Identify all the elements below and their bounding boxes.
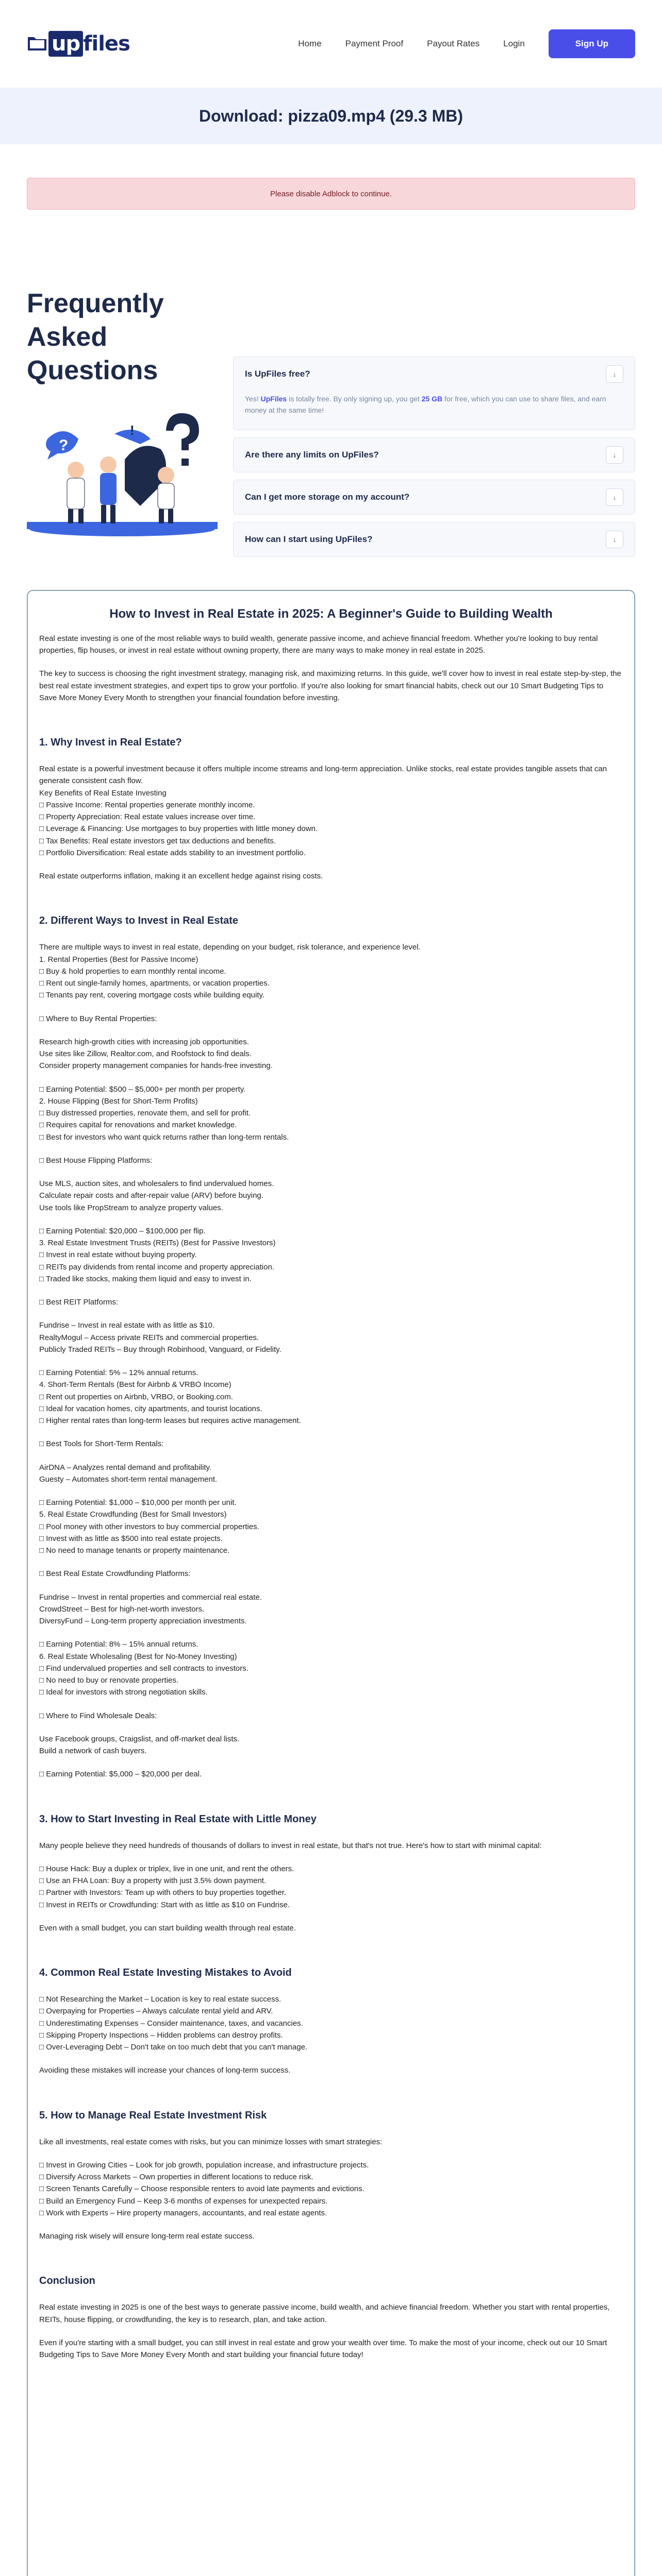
section-heading: 4. Common Real Estate Investing Mistakes to Avoid	[39, 1967, 292, 1979]
conclusion-text: Even if you're starting with a small budget, you can still invest in real estate and grow your wealth over time. To make the most of your income, check out our 10 Smart Budgeting Tips to Save More Money Every Month and start building your financial future today!	[39, 2338, 607, 2360]
text-line: There are multiple ways to invest in real estate, depending on your budget, risk tolerance, and experience level.	[39, 943, 421, 952]
text-line: □ Invest in REITs or Crowdfunding: Start with as little as $10 on Fundrise.	[39, 1900, 290, 1909]
text-line: □ Leverage & Financing: Use mortgages to buy properties with little money down.	[39, 824, 318, 834]
text-line: □ Earning Potential: $20,000 – $100,000 per flip.	[39, 1226, 206, 1235]
faq-item[interactable]	[233, 357, 635, 430]
section-body	[39, 1863, 623, 1911]
text-line: Guesty – Automates short-term rental management.	[39, 1475, 218, 1484]
text-line: □ Best Tools for Short-Term Rentals:	[39, 1439, 164, 1449]
text-line: Fundrise – Invest in real estate with as little as $10.	[39, 1321, 215, 1330]
text-line: □ Traded like stocks, making them liquid and easy to invest in.	[39, 1274, 252, 1283]
text-line: □ Invest in Growing Cities – Look for job growth, population increase, and infrastructure projects.	[39, 2160, 369, 2170]
text-line: □ Tenants pay rent, covering mortgage costs while building equity.	[39, 991, 265, 1000]
text-line: □ Underestimating Expenses – Consider maintenance, taxes, and vacancies.	[39, 2019, 303, 2028]
conclusion-text: Real estate investing in 2025 is one of the best ways to generate passive income, build wealth, and achieve financial freedom. Whether you start with rental properties, REITs, house flipping, or crowdfunding, the key is to research, plan, and take action.	[39, 2303, 610, 2324]
section-intro: Many people believe they need hundreds of thousands of dollars to invest in real estate, but that's not true. Here's how to start with minimal capital:	[39, 1841, 542, 1850]
article-intro: Real estate investing is one of the most reliable ways to build wealth, generate passive income, and achieve financial freedom. Whether you're looking to buy rental properties, flip houses, or invest in real estate without owning property, there are many ways to make money in real estate in 2025.	[39, 634, 598, 655]
faq-title: Frequently Asked Questions	[27, 289, 164, 385]
text-line: Use MLS, auction sites, and wholesalers to find undervalued homes.	[39, 1179, 274, 1189]
text-line: RealtyMogul – Access private REITs and commercial properties.	[39, 1333, 259, 1342]
faq-question: Are there any limits on UpFiles?	[245, 449, 379, 460]
text-line: □ Find undervalued properties and sell contracts to investors.	[39, 1664, 249, 1673]
nav-payout-rates[interactable]: Payout Rates	[427, 39, 480, 48]
signup-button[interactable]: Sign Up	[549, 29, 635, 58]
faq-item[interactable]	[233, 437, 635, 472]
section-outro: Real estate outperforms inflation, making it an excellent hedge against rising costs.	[39, 872, 323, 881]
text-line: □ Buy distressed properties, renovate them, and sell for profit.	[39, 1109, 251, 1118]
text-line: 3. Real Estate Investment Trusts (REITs) (Best for Passive Investors)	[39, 1239, 276, 1248]
folder-icon	[27, 34, 47, 54]
text-line: 1. Rental Properties (Best for Passive Income)	[39, 955, 198, 964]
text-line: □ Where to Buy Rental Properties:	[39, 1014, 157, 1023]
section-outro: Managing risk wisely will ensure long-term real estate success.	[39, 2232, 255, 2241]
logo[interactable]	[27, 33, 130, 54]
text-line: □ Build an Emergency Fund – Keep 3-6 months of expenses for unexpected repairs.	[39, 2196, 328, 2206]
text-line: Build a network of cash buyers.	[39, 1747, 147, 1756]
text-line: □ Earning Potential: $500 – $5,000+ per month per property.	[39, 1084, 246, 1094]
section-heading: 1. Why Invest in Real Estate?	[39, 737, 182, 749]
text-line: □ Property Appreciation: Real estate values increase over time.	[39, 812, 256, 822]
text-line: □ Use an FHA Loan: Buy a property with just 3.5% down payment.	[39, 1876, 267, 1886]
text-line: □ Passive Income: Rental properties generate monthly income.	[39, 800, 255, 809]
download-title: Download: pizza09.mp4 (29.3 MB)	[0, 88, 662, 144]
nav-payment-proof[interactable]: Payment Proof	[345, 39, 404, 48]
text-line: □ Over-Leveraging Debt – Don't take on too much debt that you can't manage.	[39, 2043, 308, 2052]
text-line: □ Partner with Investors: Team up with others to buy properties together.	[39, 1888, 287, 1897]
text-line: Calculate repair costs and after-repair value (ARV) before buying.	[39, 1191, 263, 1200]
text-line: Use Facebook groups, Craigslist, and off-market deal lists.	[39, 1734, 240, 1743]
text-line: 6. Real Estate Wholesaling (Best for No-Money Investing)	[39, 1652, 237, 1661]
text-line: Research high-growth cities with increasing job opportunities.	[39, 1037, 249, 1046]
text-line: CrowdStreet – Best for high-net-worth investors.	[39, 1604, 205, 1614]
chevron-down-icon[interactable]: ↓	[606, 488, 623, 506]
section-outro: Even with a small budget, you can start building wealth through real estate.	[39, 1923, 296, 1933]
faq-illustration	[27, 403, 218, 539]
section-body	[39, 763, 623, 859]
top-nav	[0, 0, 662, 88]
text-line: □ Best for investors who want quick returns rather than long-term rentals.	[39, 1132, 289, 1142]
section-heading: 2. Different Ways to Invest in Real Estate	[39, 915, 239, 927]
chevron-down-icon[interactable]: ↓	[606, 531, 623, 548]
text-line: □ Invest with as little as $500 into real estate projects.	[39, 1534, 223, 1543]
text-line: □ Invest in real estate without buying property.	[39, 1250, 197, 1260]
faq-question: Is UpFiles free?	[245, 369, 310, 379]
section-body	[39, 2159, 623, 2219]
section-outro: Avoiding these mistakes will increase your chances of long-term success.	[39, 2066, 291, 2075]
section-body	[39, 1993, 623, 2053]
section-heading: 5. How to Manage Real Estate Investment Risk	[39, 2109, 267, 2121]
text-line: □ Screen Tenants Carefully – Choose responsible renters to avoid late payments and evictions.	[39, 2184, 365, 2194]
text-line: Publicly Traded REITs – Buy through Robinhood, Vanguard, or Fidelity.	[39, 1345, 282, 1354]
text-line: □ Buy & hold properties to earn monthly rental income.	[39, 967, 226, 976]
text-line: Consider property management companies for hands-free investing.	[39, 1061, 273, 1071]
text-line: □ Portfolio Diversification: Real estate adds stability to an investment portfolio.	[39, 848, 306, 857]
section-body	[39, 941, 623, 1780]
adblock-alert: Please disable Adblock to continue.	[27, 178, 635, 210]
text-line: □ Skipping Property Inspections – Hidden problems can destroy profits.	[39, 2030, 283, 2040]
text-line: □ Ideal for investors with strong negotiation skills.	[39, 1688, 208, 1697]
text-line: □ Earning Potential: 5% – 12% annual returns.	[39, 1368, 198, 1378]
text-line: □ Pool money with other investors to buy commercial properties.	[39, 1522, 259, 1531]
text-line: □ Higher rental rates than long-term leases but requires active management.	[39, 1416, 301, 1426]
text-line: □ Ideal for vacation homes, city apartments, and tourist locations.	[39, 1404, 262, 1413]
faq-question: Can I get more storage on my account?	[245, 492, 410, 502]
text-line: □ Best House Flipping Platforms:	[39, 1156, 153, 1165]
text-line: AirDNA – Analyzes rental demand and profitability.	[39, 1463, 212, 1472]
text-line: Use sites like Zillow, Realtor.com, and Roofstock to find deals.	[39, 1049, 252, 1059]
text-line: 2. House Flipping (Best for Short-Term Profits)	[39, 1096, 198, 1106]
chevron-down-icon[interactable]: ↓	[606, 446, 623, 464]
text-line: □ Not Researching the Market – Location is key to real estate success.	[39, 1995, 282, 2004]
text-line: □ Overpaying for Properties – Always calculate rental yield and ARV.	[39, 2007, 273, 2016]
text-line: □ Tax Benefits: Real estate investors get tax deductions and benefits.	[39, 836, 276, 845]
text-line: 4. Short-Term Rentals (Best for Airbnb & VRBO Income)	[39, 1380, 231, 1389]
text-line: □ Earning Potential: $1,000 – $10,000 per month per unit.	[39, 1498, 237, 1507]
text-line: □ Diversify Across Markets – Own properties in different locations to reduce risk.	[39, 2173, 313, 2182]
text-line: 5. Real Estate Crowdfunding (Best for Small Investors)	[39, 1510, 227, 1519]
faq-question: How can I start using UpFiles?	[245, 534, 373, 544]
text-line: □ REITs pay dividends from rental income and property appreciation.	[39, 1262, 274, 1272]
text-line: □ Where to Find Wholesale Deals:	[39, 1711, 157, 1720]
text-line: □ House Hack: Buy a duplex or triplex, live in one unit, and rent the others.	[39, 1864, 294, 1873]
text-line: □ Earning Potential: 8% – 15% annual returns.	[39, 1640, 198, 1649]
text-line: □ Best REIT Platforms:	[39, 1298, 118, 1307]
chevron-down-icon[interactable]: ↓	[606, 365, 623, 383]
text-line: Key Benefits of Real Estate Investing	[39, 788, 167, 798]
article	[27, 590, 635, 2576]
faq-section	[0, 287, 662, 564]
nav-login[interactable]: Login	[503, 39, 525, 48]
faq-item[interactable]	[233, 522, 635, 557]
text-line: □ Requires capital for renovations and market knowledge.	[39, 1121, 237, 1130]
text-line: Fundrise – Invest in rental properties and commercial real estate.	[39, 1592, 262, 1602]
section-heading: Conclusion	[39, 2275, 95, 2287]
text-line: DiversyFund – Long-term property appreciation investments.	[39, 1617, 247, 1626]
text-line: Use tools like PropStream to analyze property values.	[39, 1203, 223, 1212]
text-line: □ Work with Experts – Hire property managers, accountants, and real estate agents.	[39, 2208, 327, 2217]
svg-text:?: ?	[59, 437, 69, 454]
section-heading: 3. How to Start Investing in Real Estate with Little Money	[39, 1813, 317, 1825]
article-title: How to Invest in Real Estate in 2025: A Beginner's Guide to Building Wealth	[109, 606, 553, 621]
text-line: □ Rent out single-family homes, apartments, or vacation properties.	[39, 979, 270, 988]
text-line: □ Rent out properties on Airbnb, VRBO, or Booking.com.	[39, 1392, 233, 1401]
text-line: □ Best Real Estate Crowdfunding Platforms:	[39, 1569, 191, 1579]
nav-home[interactable]: Home	[298, 39, 322, 48]
logo-text: up files	[48, 33, 130, 54]
faq-answer: Yes! UpFiles is totally free. By only signing up, you get 25 GB for free, which you can use to share files, and earn money at the same time!	[245, 395, 606, 415]
svg-text:!: !	[130, 422, 135, 438]
text-line: □ Earning Potential: $5,000 – $20,000 per deal.	[39, 1770, 202, 1779]
text-line: Real estate is a powerful investment because it offers multiple income streams and long-term appreciation. Unlike stocks, real estate provides tangible assets that can generate consistent cash flow.	[39, 765, 607, 786]
text-line: □ No need to manage tenants or property maintenance.	[39, 1546, 230, 1555]
section-intro: Like all investments, real estate comes with risks, but you can minimize losses with smart strategies:	[39, 2137, 383, 2146]
article-intro: The key to success is choosing the right investment strategy, managing risk, and maximizing returns. In this guide, we'll cover how to invest in real estate step-by-step, the best real estate investment strategies, and expert tips to grow your portfolio. If you're also looking for smart financial habits, check out our 10 Smart Budgeting Tips to Save More Money Every Month to strengthen your financial foundation before investing.	[39, 669, 621, 702]
text-line: □ No need to buy or renovate properties.	[39, 1676, 179, 1685]
faq-item[interactable]	[233, 480, 635, 515]
main-menu	[298, 29, 635, 58]
